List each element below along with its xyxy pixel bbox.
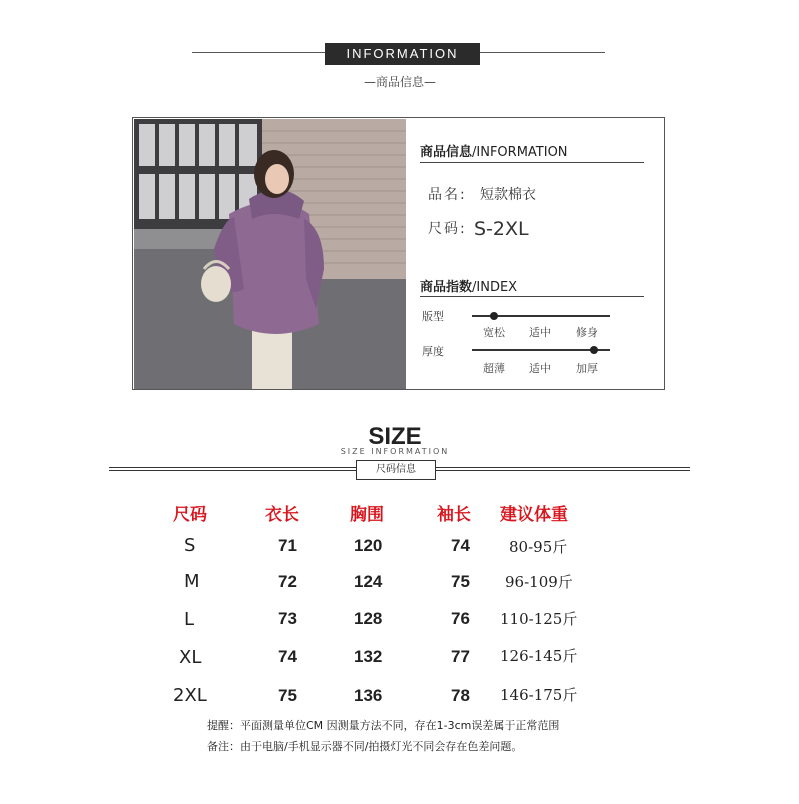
note-reminder: 提醒：平面测量单位CM 因测量方法不同，存在1-3cm误差属于正常范围	[207, 719, 560, 732]
header-line-left	[192, 52, 325, 53]
index-section-title	[420, 276, 517, 295]
table-cell-length: 72	[278, 572, 297, 591]
table-cell-size: XL	[179, 647, 202, 668]
col-header-size: 尺码	[173, 505, 207, 525]
table-cell-size: L	[184, 609, 195, 630]
col-header-length: 衣长	[265, 505, 299, 525]
size-label: 尺码:	[428, 221, 467, 237]
table-cell-chest: 120	[354, 536, 383, 555]
table-cell-length: 73	[278, 609, 297, 628]
table-cell-size: S	[184, 535, 196, 556]
info-section-underline	[420, 162, 644, 163]
name-label: 品名:	[428, 187, 467, 203]
fit-tick-2: 修身	[576, 326, 598, 339]
col-header-chest: 胸围	[350, 505, 384, 525]
info-section-title	[420, 141, 568, 160]
header-line-right	[480, 52, 605, 53]
thickness-tick-1: 适中	[529, 362, 551, 375]
table-cell-weight: 146-175斤	[500, 686, 578, 704]
size-tag: 尺码信息	[356, 460, 436, 480]
thickness-tick-0: 超薄	[483, 362, 505, 375]
table-cell-sleeve: 75	[451, 572, 470, 591]
index-section-title-en: /INDEX	[472, 280, 518, 295]
table-cell-weight: 126-145斤	[500, 647, 578, 665]
table-cell-chest: 124	[354, 572, 383, 591]
thickness-slider-dot	[590, 346, 598, 354]
size-subtitle: SIZE INFORMATION	[340, 447, 450, 456]
table-cell-chest: 128	[354, 609, 383, 628]
index-section-title-cn: 商品指数	[420, 280, 473, 295]
table-cell-size: 2XL	[173, 685, 207, 706]
header-subtitle: —商品信息—	[363, 75, 436, 89]
table-cell-weight: 110-125斤	[500, 610, 578, 628]
col-header-sleeve: 袖长	[437, 505, 471, 525]
thickness-label: 厚度	[422, 345, 444, 358]
table-cell-weight: 80-95斤	[509, 538, 568, 556]
info-section-title-en: /INFORMATION	[472, 145, 568, 160]
table-cell-size: M	[184, 571, 200, 592]
table-cell-weight: 96-109斤	[505, 573, 573, 591]
table-cell-length: 71	[278, 536, 297, 555]
name-value: 短款棉衣	[480, 187, 536, 203]
table-cell-chest: 132	[354, 647, 383, 666]
fit-tick-1: 适中	[529, 326, 551, 339]
product-photo	[134, 119, 406, 389]
size-value: S-2XL	[474, 218, 529, 240]
fit-slider-dot	[490, 312, 498, 320]
table-cell-length: 74	[278, 647, 297, 666]
size-title: SIZE	[368, 423, 422, 450]
table-cell-sleeve: 78	[451, 686, 470, 705]
table-cell-length: 75	[278, 686, 297, 705]
table-cell-sleeve: 74	[451, 536, 470, 555]
table-cell-sleeve: 77	[451, 647, 470, 666]
fit-tick-0: 宽松	[483, 326, 505, 339]
table-cell-chest: 136	[354, 686, 383, 705]
fit-label: 版型	[422, 310, 444, 323]
note-remark: 备注：由于电脑/手机显示器不同/拍摄灯光不同会存在色差问题。	[207, 740, 523, 753]
info-section-title-cn: 商品信息	[420, 145, 473, 160]
header-title: INFORMATION	[325, 43, 480, 65]
thickness-tick-2: 加厚	[576, 362, 598, 375]
col-header-weight: 建议体重	[500, 505, 568, 525]
index-section-underline	[420, 296, 644, 297]
table-cell-sleeve: 76	[451, 609, 470, 628]
